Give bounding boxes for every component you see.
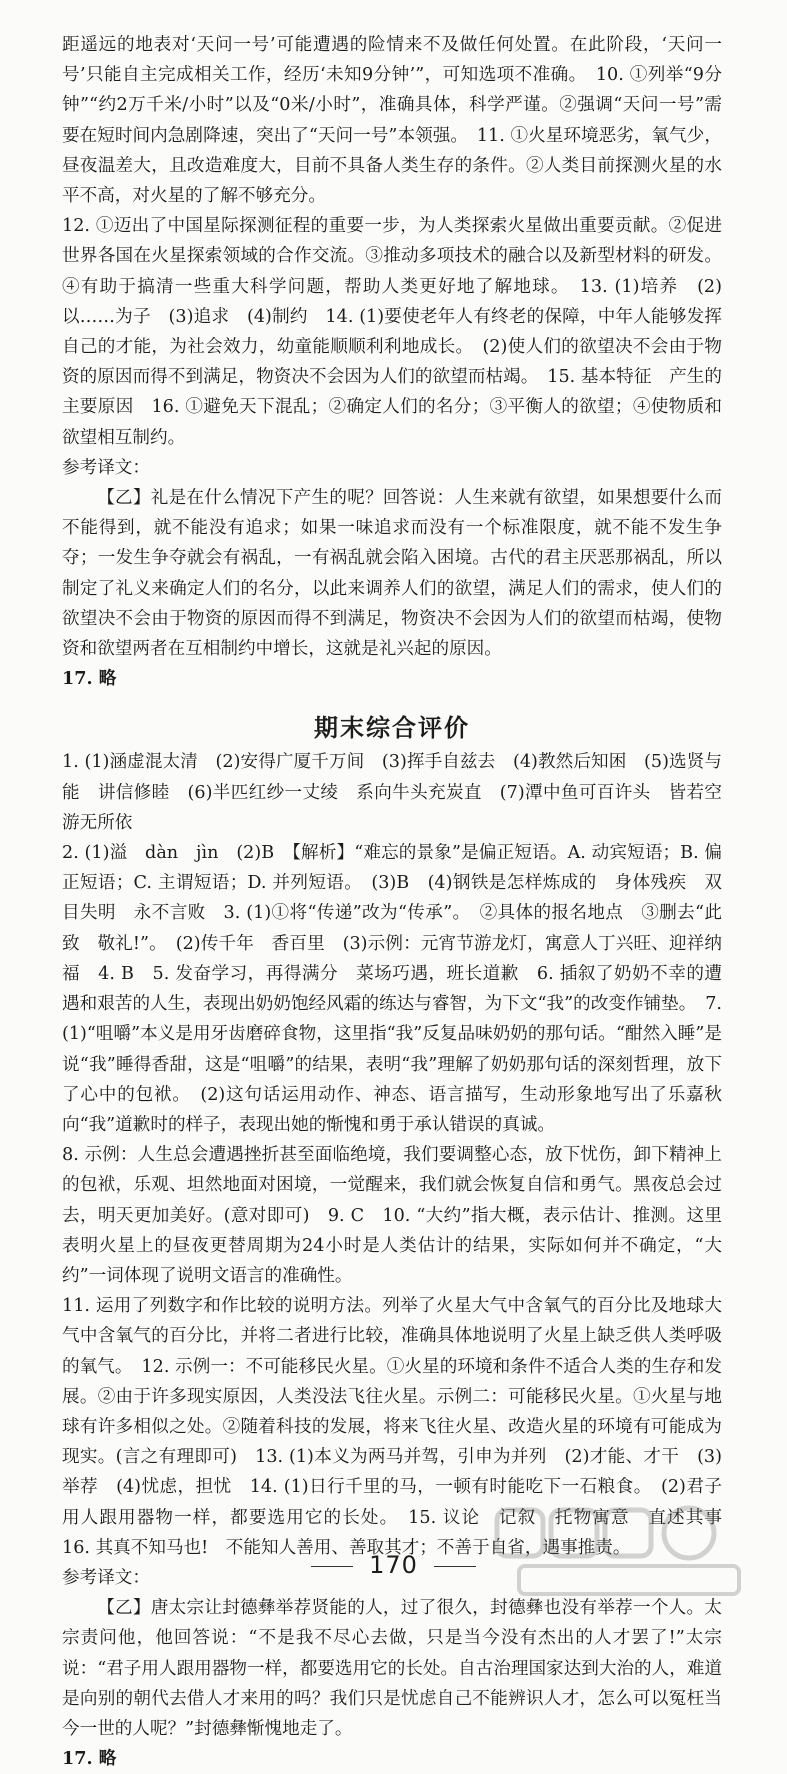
reference-translation-label-2: 参考译文：	[62, 1567, 150, 1588]
exam-answer-block-4: 11. 运用了列数字和作比较的说明方法。列举了火星大气中含氧气的百分比及地球大气中含氧气的百分比，并将二者进行比较，准确具体地说明了火星上缺乏供人类呼吸的氧气。 12. 示例一：不可能移民火星。①火星的环境和条件不适合人类的生存和发展。②由于许多现实原因，人类没法飞往火星。示例二：可能移民火星。①火星与地球有许多相似之处。②随着科技的发展，将来飞往火星、改造火星的环境有可能成为现实。(言之有理即可) 13. (1)本义为两马并驾，引申为并列 (2)才能、才干 (3)举荐 (4)忧虑，担忧 14. (1)日行千里的马，一顿有时能吃下一石粮食。 (2)君子用人跟用器物一样，都要选用它的长处。 15. 议论 记叙 托物寓意 直述其事 16. 其真不知马也! 不能知人善用、善取其才；不善于自省，遇事推责。	[62, 1296, 740, 1558]
watermark-logo	[489, 1500, 769, 1600]
exam-answer-block-2: 2. (1)溢 dàn jìn (2)B 【解析】“难忘的景象”是偏正短语。A. 动宾短语；B. 偏正短语；C. 主谓短语；D. 并列短语。 (3)B (4)钢铁是怎样炼成的 身体残疾 双目失明 永不言败 3. (1)①将“传递”改为“传承”。 ②具体的报名地点 ③删去“此致 敬礼!”。 (2)传千年 香百里 (3)示例：元宵节游龙灯，寓意人丁兴旺、迎祥纳福 4. B 5. 发奋学习，再得满分 菜场巧遇，班长道歉 6. 插叙了奶奶不幸的遭遇和艰苦的人生，表现出奶奶饱经风霜的练达与睿智，为下文“我”的改变作铺垫。 7. (1)“咀嚼”本义是用牙齿磨碎食物，这里指“我”反复品味奶奶的那句话。“酣然入睡”是说“我”睡得香甜，这是“咀嚼”的结果，表明“我”理解了奶奶那句话的深刻哲理，放下了心中的包袱。 (2)这句话运用动作、神态、语言描写，生动形象地写出了乐嘉秋向“我”道歉时的样子，表现出她的惭愧和勇于承认错误的真诚。	[62, 843, 722, 1135]
reference-translation-text: 【乙】礼是在什么情况下产生的呢？回答说：人生来就有欲望，如果想要什么而不能得到，就不能没有追求；如果一味追求而没有一个标准限度，就不能不发生争夺；一发生争夺就会有祸乱，一有祸乱就会陷入困境。古代的君主厌恶那祸乱，所以制定了礼义来确定人们的名分，以此来调养人们的欲望，满足人们的需求，使人们的欲望决不会由于物资的原因而得不到满足，物资决不会因为人们的欲望而枯竭，使物资和欲望两者在互相制约中增长，这就是礼兴起的原因。	[62, 488, 722, 660]
answer-block-top-2: 12. ①迈出了中国星际探测征程的重要一步，为人类探索火星做出重要贡献。②促进世界各国在火星探索领域的合作交流。③推动多项技术的融合以及新型材料的研发。④有助于搞清一些重大科学问题，帮助人类更好地了解地球。 13. (1)培养 (2)以……为子 (3)追求 (4)制约 14. (1)要使老年人有终老的保障，中年人能够发挥自己的才能，为社会效力，幼童能顺顺利利地成长。 (2)使人们的欲望决不会由于物资的原因而得不到满足，物资决不会因为人们的欲望而枯竭。 15. 基本特征 产生的主要原因 16. ①避免天下混乱；②确定人们的名分；③平衡人的欲望；④使物质和欲望相互制约。	[62, 216, 722, 448]
page-number-left-dash	[311, 1566, 353, 1567]
item-17-answer-2: 17. 略	[62, 1748, 117, 1770]
exam-answer-block-3: 8. 示例：人生总会遭遇挫折甚至面临绝境，我们要调整心态，放下忧伤，卸下精神上的包袱，乐观、坦然地面对困境，一觉醒来，我们就会恢复自信和勇气。黑夜总会过去，明天更加美好。(意对即可) 9. C 10. “大约”指大概，表示估计、推测。这里表明火星上的昼夜更替周期为24小时是人类估计的结果，实际如何并不确定，“大约”一词体现了说明文语言的准确性。	[62, 1145, 722, 1286]
item-17-answer: 17. 略	[62, 668, 117, 690]
page-number-value: 170	[369, 1551, 418, 1579]
section-title: 期末综合评价	[314, 714, 470, 743]
page-number-right-dash	[434, 1566, 476, 1567]
reference-translation-label: 参考译文：	[62, 457, 150, 478]
reference-translation-text-2: 【乙】唐太宗让封德彝举荐贤能的人，过了很久，封德彝也没有举荐一个人。太宗责问他，他回答说：“不是我不尽心去做，只是当今没有杰出的人才罢了!”太宗说：“君子用人跟用器物一样，都要选用它的长处。自古治理国家达到大治的人，难道是向别的朝代去借人才来用的吗？我们只是忧虑自己不能辨识人才，怎么可以冤枉当今一世的人呢？”封德彝惭愧地走了。	[62, 1598, 722, 1739]
answer-block-top-1: 距遥远的地表对‘天问一号’可能遭遇的险情来不及做任何处置。在此阶段，‘天问一号’只能自主完成相关工作，经历‘未知9分钟’”，可知选项不准确。 10. ①列举“9分钟”“约2万千米/小时”以及“0米/小时”，准确具体，科学严谨。②强调“天问一号”需要在短时间内急剧降速，突出了“天问一号”本领强。 11. ①火星环境恶劣，氧气少，昼夜温差大，且改造难度大，目前不具备人类生存的条件。②人类目前探测火星的水平不高，对火星的了解不够充分。	[62, 35, 722, 207]
exam-answer-block-1: 1. (1)涵虚混太清 (2)安得广厦千万间 (3)挥手自兹去 (4)教然后知困 (5)选贤与能 讲信修睦 (6)半匹红纱一丈绫 系向牛头充炭直 (7)潭中鱼可百许头 皆若空游无所依	[62, 752, 722, 833]
